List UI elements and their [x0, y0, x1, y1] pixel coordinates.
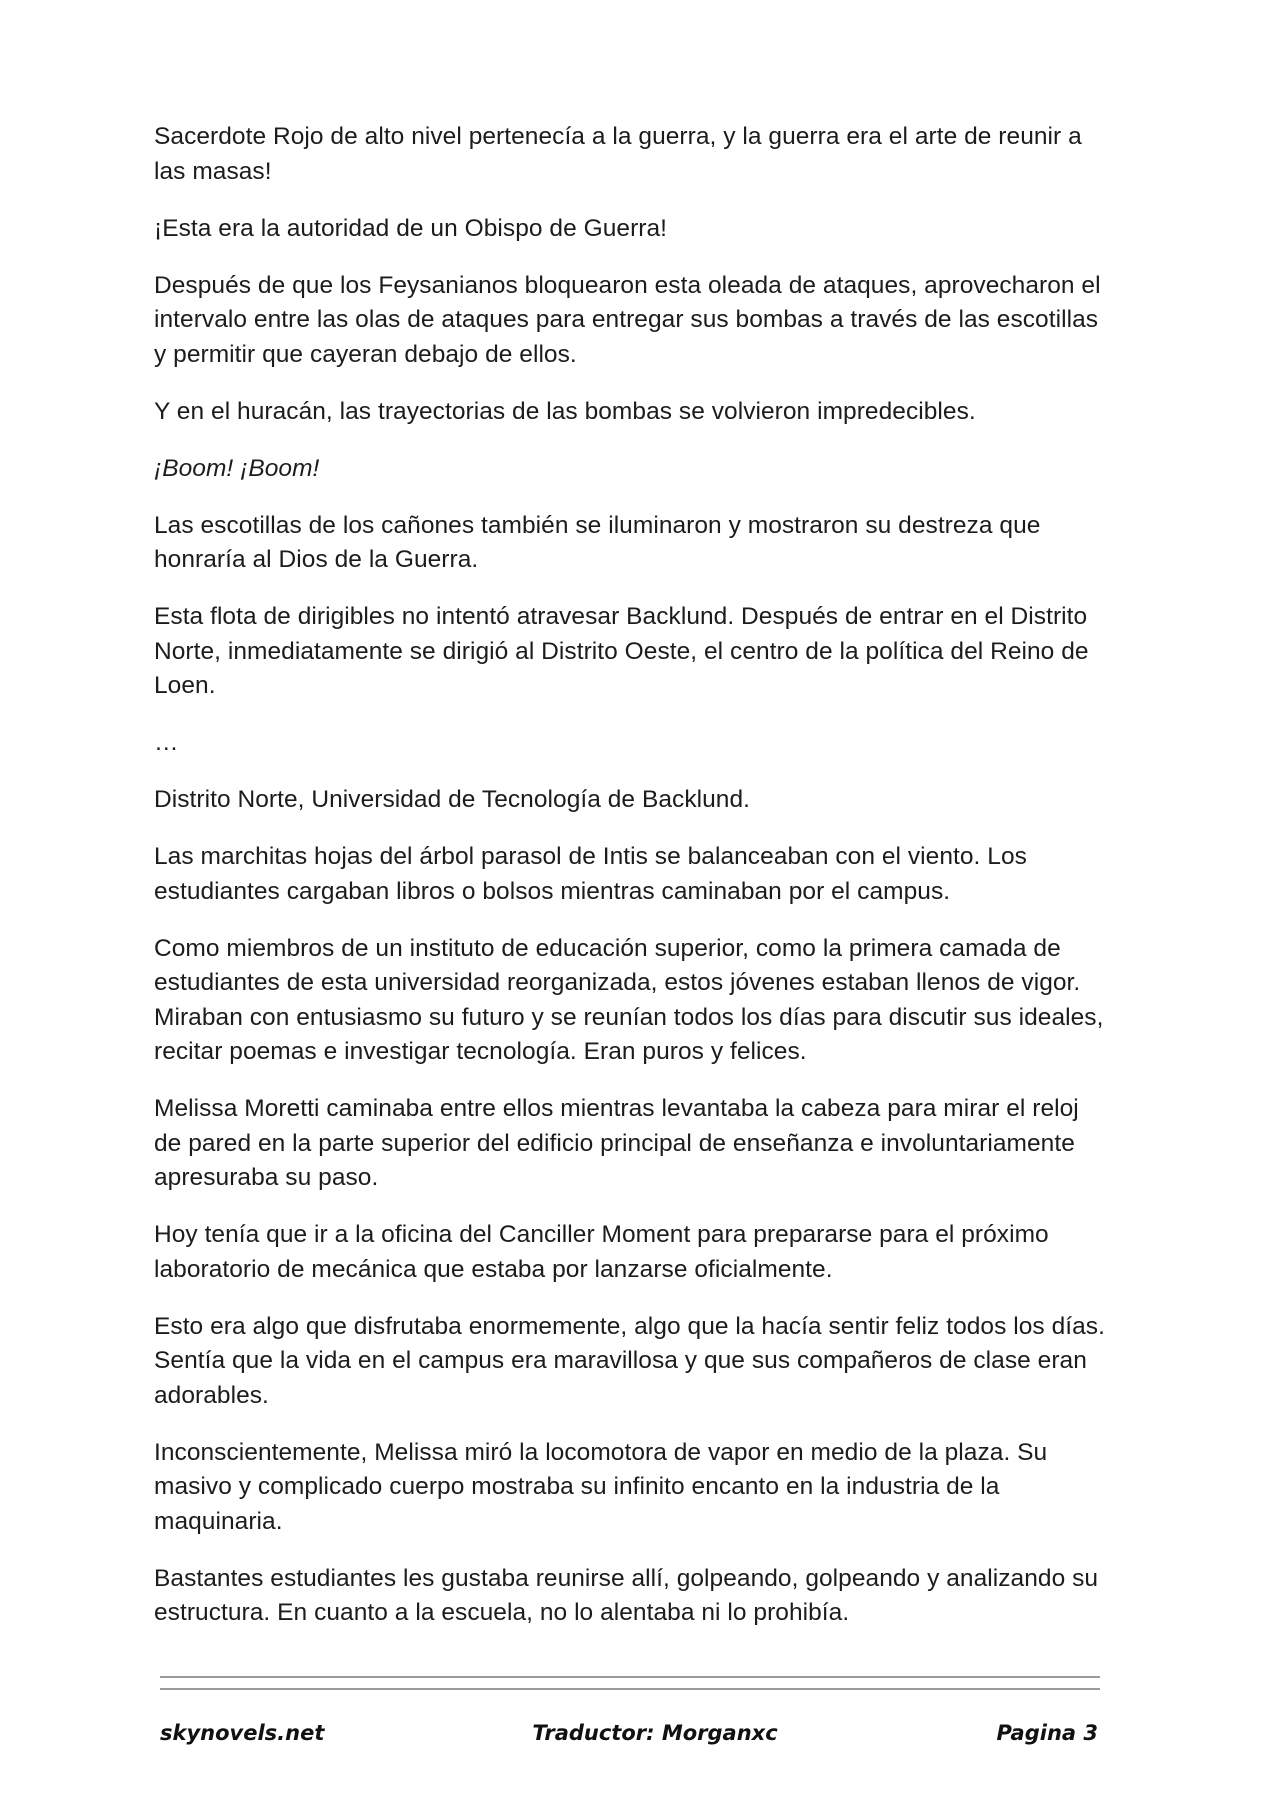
paragraph: ¡Esta era la autoridad de un Obispo de Guerra! — [154, 214, 668, 242]
paragraph: Hoy tenía que ir a la oficina del Canciller Moment para prepararse para el próximo laboratorio de mecánica que estaba por lanzarse oficialmente. — [154, 1221, 1049, 1283]
document-body — [154, 120, 1112, 1653]
footer-translator: Traductor: Morganxc — [532, 1721, 778, 1745]
paragraph: Bastantes estudiantes les gustaba reunirse allí, golpeando, golpeando y analizando su estructura. En cuanto a la escuela, no lo alentaba ni lo prohibía. — [154, 1564, 1099, 1626]
footer-divider-bottom — [160, 1688, 1100, 1690]
paragraph: Las marchitas hojas del árbol parasol de Intis se balanceaban con el viento. Los estudiantes cargaban libros o bolsos mientras caminaban por el campus. — [154, 843, 1027, 905]
footer-divider-top — [160, 1676, 1100, 1678]
footer-page-number: Pagina 3 — [996, 1721, 1098, 1745]
scene-break: … — [154, 729, 179, 756]
paragraph: Distrito Norte, Universidad de Tecnología de Backlund. — [154, 786, 751, 813]
paragraph: Después de que los Feysanianos bloquearon esta oleada de ataques, aprovecharon el intervalo entre las olas de ataques para entregar sus bombas a través de las escotillas y permitir que cayeran debajo de ellos. — [154, 271, 1101, 368]
paragraph: Inconscientemente, Melissa miró la locomotora de vapor en medio de la plaza. Su masivo y complicado cuerpo mostraba su infinito encanto en la industria de la maquinaria. — [154, 1438, 1048, 1535]
paragraph: Las escotillas de los cañones también se iluminaron y mostraron su destreza que honraría al Dios de la Guerra. — [154, 511, 1041, 573]
paragraph: Como miembros de un instituto de educación superior, como la primera camada de estudiantes de esta universidad reorganizada, estos jóvenes estaban llenos de vigor. Miraban con entusiasmo su futuro y se reunían todos los días para discutir sus ideales, recitar poemas e investigar tecnología. Eran puros y felices. — [154, 934, 1104, 1065]
paragraph-italic: ¡Boom! ¡Boom! — [154, 454, 320, 482]
paragraph: Y en el huracán, las trayectorias de las bombas se volvieron impredecibles. — [154, 397, 976, 425]
paragraph: Melissa Moretti caminaba entre ellos mientras levantaba la cabeza para mirar el reloj de pared en la parte superior del edificio principal de enseñanza e involuntariamente apresuraba su paso. — [154, 1095, 1079, 1191]
footer-site-name: skynovels.net — [160, 1721, 325, 1745]
paragraph: Esta flota de dirigibles no intentó atravesar Backlund. Después de entrar en el Distrito Norte, inmediatamente se dirigió al Distrito Oeste, el centro de la política del Reino de Loen. — [154, 603, 1089, 699]
paragraph: Sacerdote Rojo de alto nivel pertenecía a la guerra, y la guerra era el arte de reunir a las masas! — [154, 123, 1082, 185]
paragraph: Esto era algo que disfrutaba enormemente, algo que la hacía sentir feliz todos los días. Sentía que la vida en el campus era maravillosa y que sus compañeros de clase eran adorables. — [154, 1312, 1105, 1409]
